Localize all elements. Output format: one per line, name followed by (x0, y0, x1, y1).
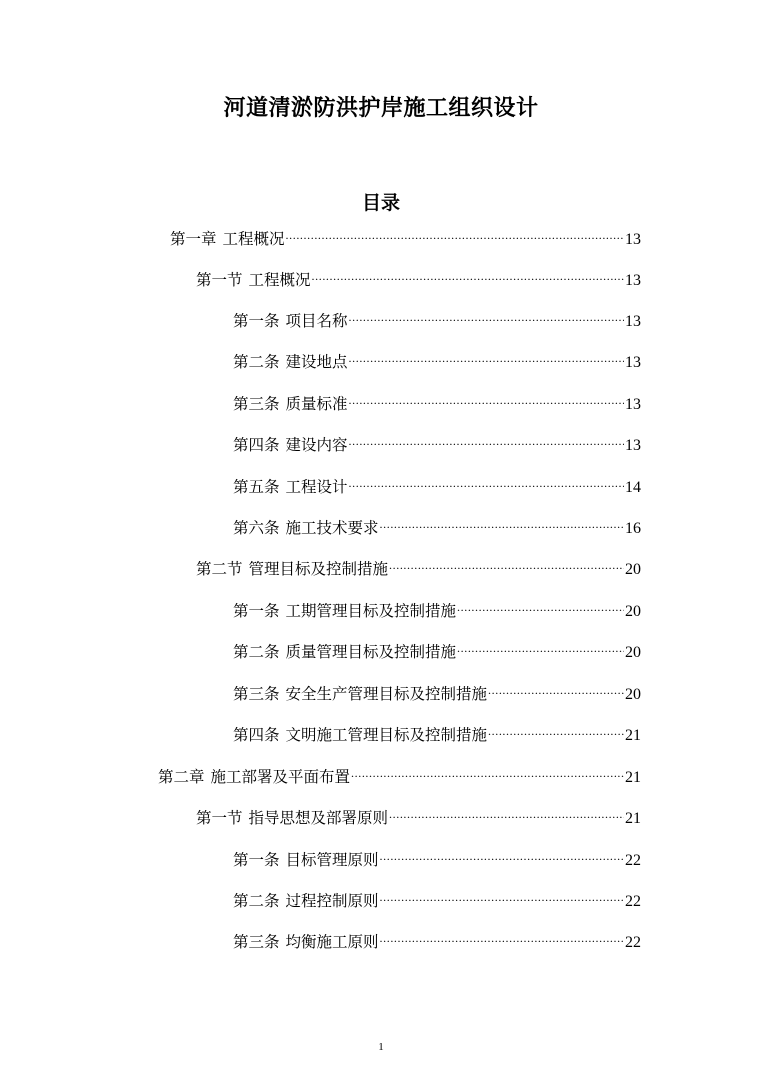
toc-entry-number: 第二条 (233, 643, 280, 661)
toc-entry-page: 13 (625, 313, 641, 330)
toc-entry-text: 项目名称 (285, 312, 348, 330)
toc-entry-article[interactable] (233, 882, 641, 910)
dot-leader (457, 633, 624, 657)
toc-entry-text: 均衡施工原则 (285, 933, 379, 951)
toc-entry-section[interactable] (196, 261, 641, 289)
toc-entry-number: 第一章 (170, 230, 217, 248)
toc-entry-text: 工程概况 (222, 230, 285, 248)
document-title: 河道清淤防洪护岸施工组织设计 (223, 96, 539, 121)
toc-entry-article[interactable] (233, 716, 641, 744)
toc-entry-number: 第二条 (233, 892, 280, 910)
toc-entry-text: 目标管理原则 (285, 851, 379, 869)
dot-leader (349, 468, 624, 492)
dot-leader (488, 675, 624, 699)
toc-entry-text: 文明施工管理目标及控制措施 (285, 726, 488, 744)
toc-entry-page: 13 (625, 354, 641, 371)
toc-heading: 目录 (361, 192, 400, 214)
dot-leader (312, 261, 624, 285)
toc-entry-text: 管理目标及控制措施 (248, 560, 389, 578)
toc-entry-text: 安全生产管理目标及控制措施 (285, 685, 488, 703)
toc-entry-page: 20 (625, 603, 641, 620)
toc-entry-number: 第四条 (233, 726, 280, 744)
toc-entry-number: 第三条 (233, 395, 280, 413)
toc-entry-section[interactable] (196, 550, 641, 578)
dot-leader (349, 343, 624, 367)
toc-entry-page: 22 (625, 934, 641, 951)
toc-entry-page: 14 (625, 479, 641, 496)
dot-leader (349, 426, 624, 450)
toc-entry-text: 工期管理目标及控制措施 (285, 602, 457, 620)
toc-entry-article[interactable] (233, 343, 641, 371)
toc-entry-number: 第一条 (233, 851, 280, 869)
toc-entry-number: 第二节 (196, 560, 243, 578)
toc-entry-page: 20 (625, 686, 641, 703)
dot-leader (349, 302, 624, 326)
toc-entry-page: 13 (625, 437, 641, 454)
toc-entry-article[interactable] (233, 923, 641, 951)
toc-entry-text: 过程控制原则 (285, 892, 379, 910)
toc-entry-chapter[interactable] (170, 220, 641, 248)
toc-entry-number: 第一节 (196, 809, 243, 827)
toc-entry-text: 施工技术要求 (285, 519, 379, 537)
dot-leader (286, 220, 624, 244)
dot-leader (488, 716, 624, 740)
dot-leader (380, 923, 624, 947)
toc-entry-page: 13 (625, 272, 641, 289)
toc-entry-page: 21 (625, 727, 641, 744)
toc-entry-article[interactable] (233, 633, 641, 661)
dot-leader (349, 385, 624, 409)
toc-entry-number: 第二章 (158, 768, 205, 786)
dot-leader (351, 758, 624, 782)
page-number: 1 (378, 1041, 384, 1053)
dot-leader (380, 882, 624, 906)
toc-entry-page: 20 (625, 644, 641, 661)
toc-entry-article[interactable] (233, 385, 641, 413)
toc-entry-number: 第六条 (233, 519, 280, 537)
toc-entry-text: 建设内容 (285, 436, 348, 454)
toc-entry-page: 21 (625, 769, 641, 786)
toc-entry-article[interactable] (233, 302, 641, 330)
toc-entry-number: 第三条 (233, 933, 280, 951)
toc-entry-page: 16 (625, 520, 641, 537)
toc-entry-number: 第三条 (233, 685, 280, 703)
toc-entry-article[interactable] (233, 592, 641, 620)
toc-entry-article[interactable] (233, 841, 641, 869)
toc-entry-page: 13 (625, 396, 641, 413)
toc-entry-page: 13 (625, 231, 641, 248)
toc-entry-article[interactable] (233, 426, 641, 454)
toc-entry-section[interactable] (196, 799, 641, 827)
toc-entry-text: 建设地点 (285, 353, 348, 371)
toc-entry-number: 第四条 (233, 436, 280, 454)
toc-entry-text: 质量管理目标及控制措施 (285, 643, 457, 661)
dot-leader (457, 592, 624, 616)
dot-leader (380, 841, 624, 865)
toc-entry-page: 20 (625, 561, 641, 578)
dot-leader (380, 509, 624, 533)
toc-entry-page: 22 (625, 852, 641, 869)
toc-entry-text: 指导思想及部署原则 (248, 809, 389, 827)
toc-entry-page: 21 (625, 810, 641, 827)
toc-entry-page: 22 (625, 893, 641, 910)
toc-entry-number: 第二条 (233, 353, 280, 371)
dot-leader (389, 550, 624, 574)
toc-entry-number: 第一条 (233, 602, 280, 620)
dot-leader (389, 799, 624, 823)
toc-entry-text: 施工部署及平面布置 (210, 768, 351, 786)
toc-entry-article[interactable] (233, 509, 641, 537)
toc-entry-number: 第五条 (233, 478, 280, 496)
toc-entry-text: 工程概况 (248, 271, 311, 289)
toc-entry-article[interactable] (233, 468, 641, 496)
toc-entry-chapter[interactable] (158, 758, 641, 786)
toc-entry-text: 质量标准 (285, 395, 348, 413)
toc-entry-number: 第一条 (233, 312, 280, 330)
toc-entry-text: 工程设计 (285, 478, 348, 496)
toc-entry-article[interactable] (233, 675, 641, 703)
toc-entry-number: 第一节 (196, 271, 243, 289)
